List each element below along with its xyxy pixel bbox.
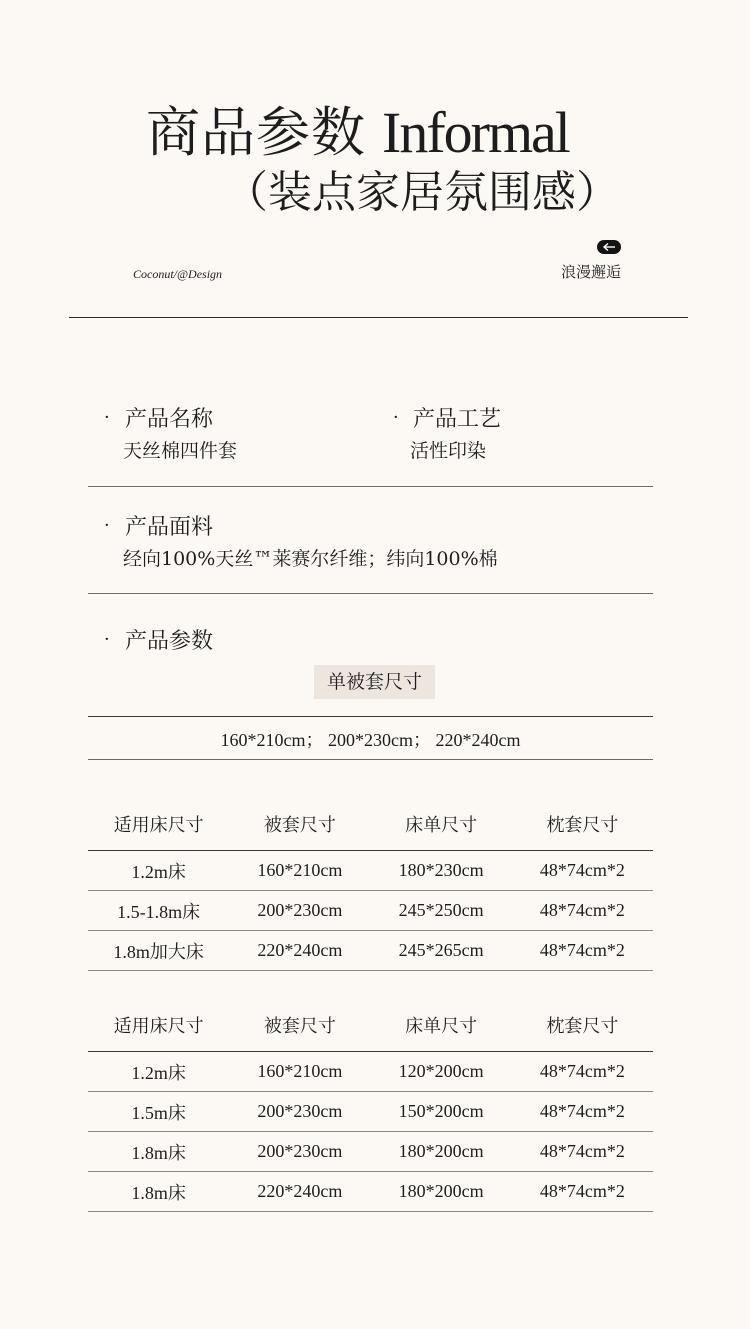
table-cell: 1.8m床 bbox=[88, 1172, 229, 1212]
page-subtitle: （装点家居氛围感） bbox=[224, 167, 620, 218]
table-cell: 1.5m床 bbox=[88, 1092, 229, 1132]
header-divider bbox=[69, 317, 688, 318]
single-quilt-badge: 单被套尺寸 bbox=[314, 665, 435, 699]
table-cell: 1.2m床 bbox=[88, 1052, 229, 1092]
product-spec-label: 产品参数 bbox=[125, 629, 214, 654]
table-row bbox=[88, 1172, 653, 1212]
table-header: 床单尺寸 bbox=[371, 999, 512, 1052]
table-cell: 48*74cm*2 bbox=[512, 1052, 653, 1092]
table-row bbox=[88, 1052, 653, 1092]
product-name-label: 产品名称 bbox=[125, 407, 214, 432]
table-cell: 220*240cm bbox=[229, 931, 370, 971]
table-cell: 1.8m床 bbox=[88, 1132, 229, 1172]
product-fabric-label: 产品面料 bbox=[125, 515, 214, 540]
table-row bbox=[88, 1092, 653, 1132]
table-cell: 245*250cm bbox=[371, 891, 512, 931]
section-divider bbox=[88, 759, 653, 760]
product-craft-label: 产品工艺 bbox=[413, 407, 502, 432]
arrow-left-icon bbox=[597, 240, 621, 254]
section-divider bbox=[88, 593, 653, 594]
table-header: 适用床尺寸 bbox=[88, 999, 229, 1052]
table-header: 枕套尺寸 bbox=[512, 999, 653, 1052]
table-header: 适用床尺寸 bbox=[88, 798, 229, 851]
table-cell: 200*230cm bbox=[229, 1092, 370, 1132]
romance-label: 浪漫邂逅 bbox=[561, 263, 622, 281]
page-title-english: Informal bbox=[382, 100, 569, 165]
table-cell: 180*230cm bbox=[371, 851, 512, 891]
table-cell: 1.5-1.8m床 bbox=[88, 891, 229, 931]
bullet: · bbox=[104, 515, 110, 536]
product-name-value: 天丝棉四件套 bbox=[123, 440, 238, 462]
table-cell: 48*74cm*2 bbox=[512, 1132, 653, 1172]
table-cell: 160*210cm bbox=[229, 1052, 370, 1092]
bullet: · bbox=[104, 629, 110, 650]
table-cell: 180*200cm bbox=[371, 1172, 512, 1212]
table-cell: 200*230cm bbox=[229, 1132, 370, 1172]
table-header: 被套尺寸 bbox=[229, 999, 370, 1052]
table-cell: 48*74cm*2 bbox=[512, 1172, 653, 1212]
table-row bbox=[88, 891, 653, 931]
table-row bbox=[88, 851, 653, 891]
table-row bbox=[88, 1132, 653, 1172]
table-cell: 48*74cm*2 bbox=[512, 891, 653, 931]
table-cell: 48*74cm*2 bbox=[512, 931, 653, 971]
table-cell: 48*74cm*2 bbox=[512, 1092, 653, 1132]
table-cell: 245*265cm bbox=[371, 931, 512, 971]
table-cell: 150*200cm bbox=[371, 1092, 512, 1132]
brand-mark: Coconut/@Design bbox=[133, 267, 223, 281]
table-cell: 200*230cm bbox=[229, 891, 370, 931]
table-cell: 180*200cm bbox=[371, 1132, 512, 1172]
table-header: 被套尺寸 bbox=[229, 798, 370, 851]
bullet: · bbox=[393, 407, 399, 428]
table-cell: 1.2m床 bbox=[88, 851, 229, 891]
table-row bbox=[88, 931, 653, 971]
product-craft-value: 活性印染 bbox=[410, 440, 487, 462]
size-table-1 bbox=[88, 798, 653, 971]
size-table-2 bbox=[88, 999, 653, 1212]
table-cell: 1.8m加大床 bbox=[88, 931, 229, 971]
table-header: 枕套尺寸 bbox=[512, 798, 653, 851]
section-divider bbox=[88, 716, 653, 717]
page-title: 商品参数 bbox=[146, 101, 366, 164]
table-cell: 120*200cm bbox=[371, 1052, 512, 1092]
table-cell: 48*74cm*2 bbox=[512, 851, 653, 891]
bullet: · bbox=[104, 407, 110, 428]
single-quilt-sizes: 160*210cm； 200*230cm； 220*240cm bbox=[220, 730, 521, 750]
section-divider bbox=[88, 486, 653, 487]
product-fabric-value: 经向100%天丝™莱赛尔纤维；纬向100%棉 bbox=[123, 548, 498, 570]
table-cell: 220*240cm bbox=[229, 1172, 370, 1212]
table-header: 床单尺寸 bbox=[371, 798, 512, 851]
table-cell: 160*210cm bbox=[229, 851, 370, 891]
